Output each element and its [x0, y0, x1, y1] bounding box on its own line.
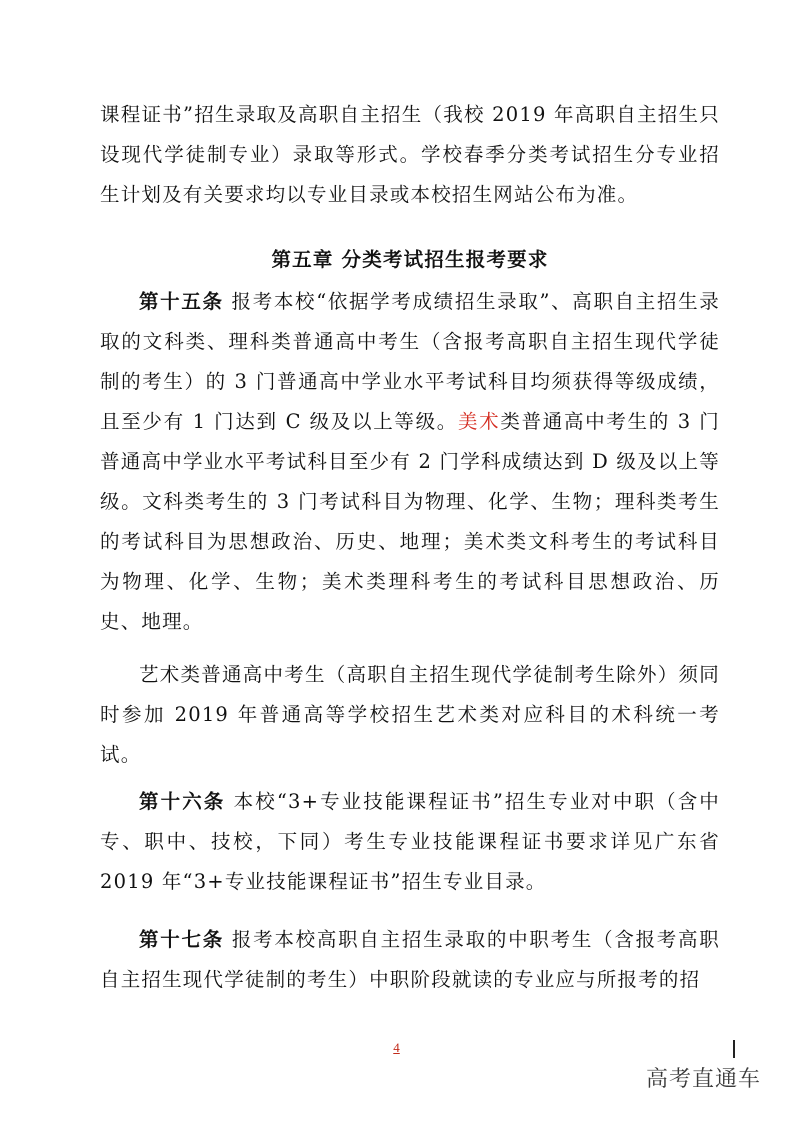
- art-paragraph: 艺术类普通高中考生（高职自主招生现代学徒制考生除外）须同时参加 2019 年普通高等学校招生艺术类对应科目的术科统一考试。: [100, 663, 720, 766]
- article-17-paragraph: [100, 920, 720, 1000]
- article-15-paragraph: [100, 282, 720, 642]
- chapter-title: 第五章 分类考试招生报考要求: [271, 248, 549, 271]
- article-15-label: 第十五条: [139, 290, 224, 313]
- article-16-paragraph: [100, 782, 720, 902]
- intro-paragraph: 课程证书”招生录取及高职自主招生（我校 2019 年高职自主招生只设现代学徒制专业）录取等形式。学校春季分类考试招生分专业招生计划及有关要求均以专业目录或本校招生网站公布为准。: [100, 103, 720, 206]
- margin-marker: [733, 1040, 735, 1058]
- watermark-text: 高考直通车: [645, 1067, 761, 1092]
- article-15-text-part2: 类普通高中考生的 3 门普通高中学业水平考试科目至少有 2 门学科成绩达到 D 级及以上等级。文科类考生的 3 门考试科目为物理、化学、生物；理科类考生的考试科目为思想政治、历史、地理；美术类文科考生的考试科目为物理、化学、生物；美术类理科考生的考试科目思想政治、历史、地理。: [100, 410, 720, 633]
- article-15-highlight: 美术: [457, 410, 501, 433]
- article-16-label: 第十六条: [139, 790, 226, 813]
- article-15-text-part1: 报考本校“依据学考成绩招生录取”、高职自主招生录取的文科类、理科类普通高中考生（含报考高职自主招生现代学徒制的考生）的 3 门普通高中学业水平考试科目均须获得等级成绩，且至少有 1 门达到 C 级及以上等级。: [100, 290, 720, 433]
- page-number: 4: [393, 1040, 400, 1055]
- article-17-label: 第十七条: [139, 928, 224, 951]
- article-17-text: 报考本校高职自主招生录取的中职考生（含报考高职自主招生现代学徒制的考生）中职阶段就读的专业应与所报考的招: [100, 928, 720, 991]
- article-16-text: 本校“3+专业技能课程证书”招生专业对中职（含中专、职中、技校，下同）考生专业技能课程证书要求详见广东省 2019 年“3+专业技能课程证书”招生专业目录。: [100, 790, 720, 893]
